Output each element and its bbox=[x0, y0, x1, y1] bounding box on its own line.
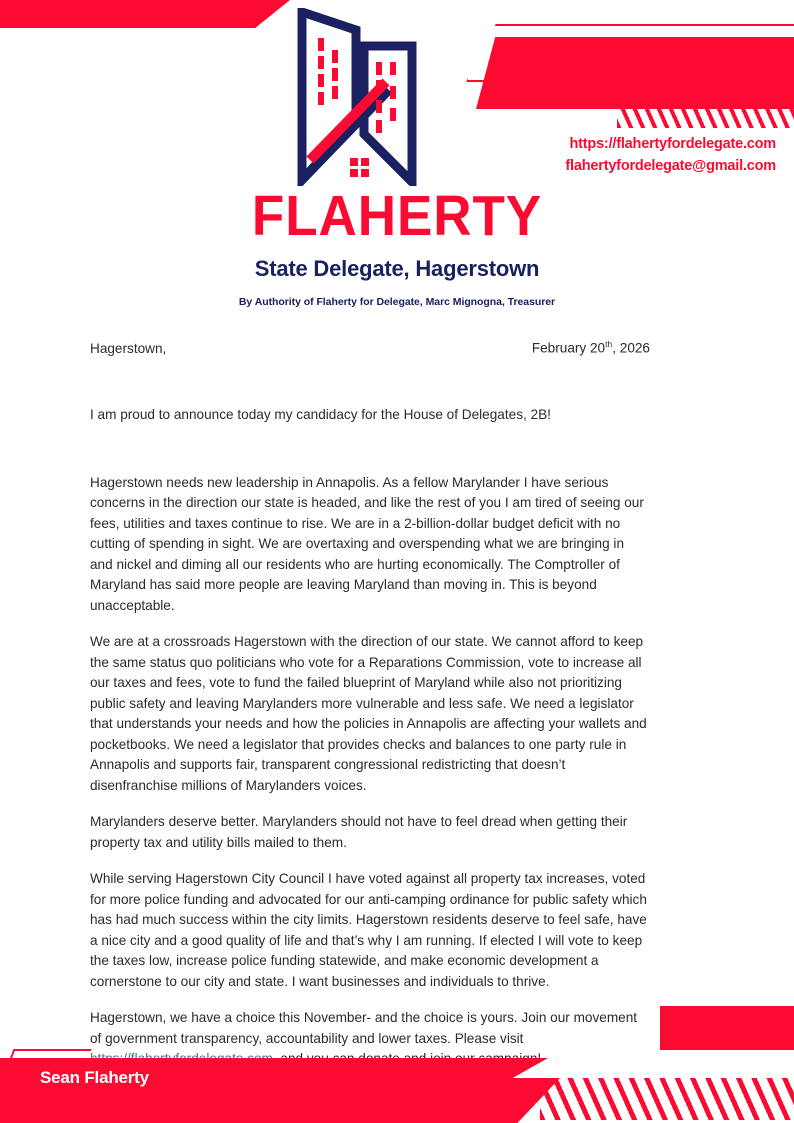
body-paragraph-2: We are at a crossroads Hagerstown with the direction of our state. We cannot afford to keep the same status quo politicians who vote for a Reparations Commission, vote to increase all our taxes and fees, vote to fund the failed blueprint of Maryland while also not prioritizing public safety and leaving Marylanders more vulnerable and less safe. We need a legislator that understands your needs and how the policies in Annapolis are affecting your wallets and pocketbooks. We need a legislator that provides checks and balances to one party rule in Annapolis and supports fair, transparent congressional redistricting that doesn’t disenfranchise millions of Marylanders voices. bbox=[90, 634, 647, 793]
body-paragraph-1: Hagerstown needs new leadership in Annapolis. As a fellow Marylander I have serious concerns in the direction our state is headed, and like the rest of you I am tired of seeing our fees, utilities and taxes continue to rise. We are in a 2-billion-dollar budget deficit with no cutting of spending in sight. We are overtaxing and overspending what we are bringing in and nickel and diming all our residents who are hurting economically. The Comptroller of Maryland has said more people are leaving Maryland than moving in. This is beyond unacceptable. bbox=[90, 474, 644, 613]
footer-lower-red-band bbox=[375, 1078, 560, 1123]
date-month-day: February 20 bbox=[531, 340, 606, 356]
date-ordinal: th bbox=[605, 339, 613, 349]
footer-right-red-box bbox=[660, 1006, 794, 1050]
date-year: , 2026 bbox=[612, 340, 650, 356]
brand-subtitle: State Delegate, Hagerstown bbox=[254, 256, 540, 281]
email-link[interactable]: flahertyfordelegate@gmail.com bbox=[565, 158, 776, 174]
body-paragraph-3: Marylanders deserve better. Marylanders should not have to feel dread when getting their property tax and utility bills mailed to them. bbox=[90, 814, 628, 850]
lede-paragraph: I am proud to announce today my candidacy for the House of Delegates, 2B! bbox=[90, 407, 551, 423]
header-left-red-bar bbox=[0, 0, 290, 28]
body-paragraph-4: While serving Hagerstown City Council I have voted against all property tax increases, voted for more police funding and advocated for our anti-camping ordinance for public safety which has had much success within the city limits. Hagerstown residents deserve to feel safe, have a nice city and a good quality of life and that’s why I am running. If elected I will vote to keep the taxes low, increase police funding statewide, and make economic development a cornerstone to our city and state. I want businesses and individuals to thrive. bbox=[90, 871, 647, 989]
footer-diagonal-stripes bbox=[540, 1078, 794, 1120]
location-label: Hagerstown, bbox=[90, 340, 167, 356]
brand-name: FLAHERTY bbox=[251, 184, 543, 248]
header-diagonal-stripes bbox=[617, 104, 794, 128]
website-link[interactable]: https://flahertyfordelegate.com bbox=[569, 136, 776, 152]
authority-disclaimer: By Authority of Flaherty for Delegate, Marc Mignogna, Treasurer bbox=[238, 296, 556, 308]
closing-text-before: Hagerstown, we have a choice this November- and the choice is yours. Join our movement of government transparency, accountability and lower taxes. Please visit bbox=[90, 1010, 638, 1046]
header-right-red-shape bbox=[476, 37, 794, 109]
signature-name: Sean Flaherty bbox=[40, 1068, 149, 1087]
date-label bbox=[532, 334, 650, 359]
letter-body bbox=[90, 334, 650, 1070]
dateline-row bbox=[90, 334, 650, 359]
campaign-logo-icon bbox=[294, 8, 426, 186]
header-contact-block bbox=[565, 133, 776, 177]
